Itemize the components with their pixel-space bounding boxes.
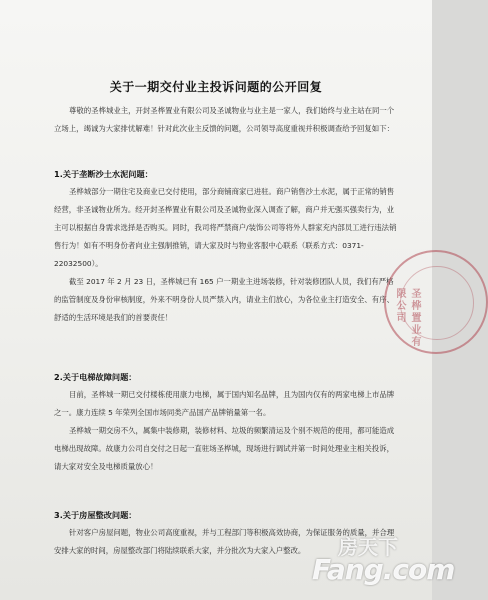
salutation-paragraph bbox=[54, 102, 398, 138]
watermark-logo: 房天下 bbox=[338, 535, 398, 559]
section-paragraph: 目前，圣桦城一期已交付楼栋使用康力电梯，属于国内知名品牌，且为国内仅有的两家电梯上市品牌之一。康力连续 5 年荣列全国市场同类产品国产品牌销量第一名。 bbox=[54, 390, 395, 417]
section-heading: 2.关于电梯故障问题： bbox=[54, 372, 137, 382]
fang-watermark bbox=[312, 531, 455, 593]
section-heading: 3.关于房屋整改问题： bbox=[54, 510, 137, 520]
section-paragraph: 圣桦城部分一期住宅及商业已交付使用，部分商铺商家已进驻。商户销售沙土水泥，属于正常的销售经营，非圣诚物业所为。经开封圣桦置业有限公司及圣诚物业深入调查了解，商户并无强买强卖行为，业主可以根据自身需求选择是否购买。同时，我司将严禁商户/装饰公司等将外人群家充内部员工进行违法销售行为！如有不明身份者向业主强制推销，请大家及时与物业客服中心联系（联系方式：0371-22032500）。 bbox=[54, 187, 397, 268]
document-title: 关于一期交付业主投诉问题的公开回复 bbox=[109, 80, 323, 94]
section-paragraph: 截至 2017 年 2 月 23 日，圣桦城已有 165 户一期业主进场装修，针对装修团队人员，我们有严格的监管制度及身份审核制度，外来不明身份人员严禁入内，请业主们放心，为各位业主打造安全、有序、舒适的生活环境是我们的首要责任！ bbox=[54, 277, 394, 322]
section-paragraph: 针对客户房屋问题，物业公司高度重视，并与工程部门等积极高效协商，为保证服务的质量，并合理安排大家的时间，房屋整改部门将陆续联系大家，并分批次为大家入户整改。 bbox=[54, 528, 395, 555]
watermark-text: Fang.com bbox=[312, 553, 455, 586]
salutation-text: 尊敬的圣桦城业主，开封圣桦置业有限公司及圣诚物业与业主是一家人，我们始终与业主站在同一个立场上，竭诚为大家排忧解难！针对此次业主反馈的问题，公司领导高度重视并积极调查给予回复如下： bbox=[54, 106, 395, 133]
section-2 bbox=[54, 368, 398, 476]
company-seal-stamp bbox=[384, 250, 488, 354]
seal-text: 圣桦置业有限公司 bbox=[394, 288, 420, 348]
section-1 bbox=[54, 165, 398, 327]
section-heading: 1.关于垄断沙土水泥问题： bbox=[54, 169, 153, 179]
section-paragraph: 圣桦城一期交房不久，属集中装修期，装修材料、垃圾的频繁清运及个别不规范的使用，都可能造成电梯出现故障。故康力公司自交付之日起一直驻场圣桦城，现场进行调试并第一时间处理业主相关投诉，请大家对安全及电梯质量放心！ bbox=[54, 426, 395, 471]
